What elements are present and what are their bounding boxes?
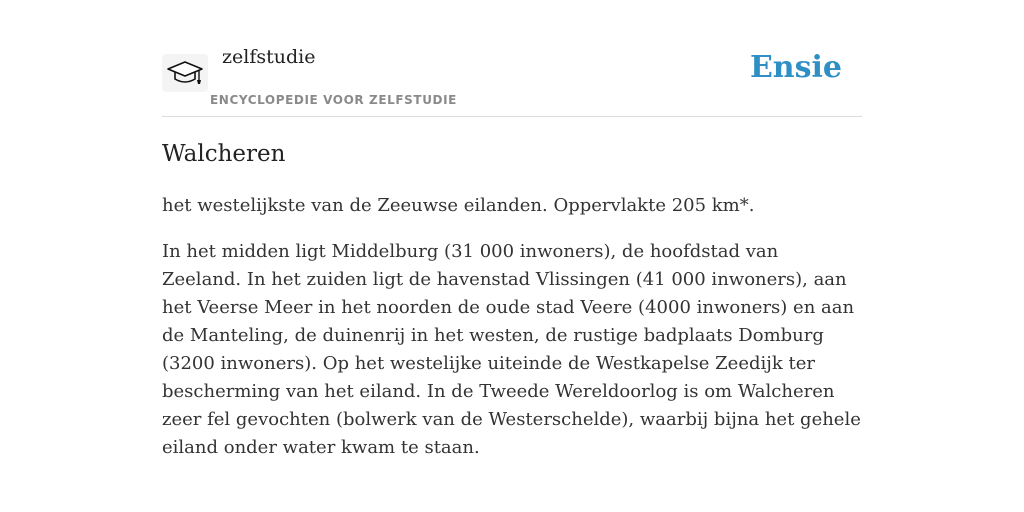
site-header [162,36,862,117]
site-tagline: ENCYCLOPEDIE VOOR ZELFSTUDIE [210,93,457,107]
article [162,138,862,462]
graduation-cap-icon[interactable] [162,54,208,92]
article-paragraph: het westelijkste van de Zeeuwse eilanden. Oppervlakte 205 km*. [162,195,755,216]
site-name[interactable]: zelfstudie [222,46,316,68]
article-paragraph: In het midden ligt Middelburg (31 000 inwoners), de hoofdstad van Zeeland. In het zuiden ligt de havenstad Vlissingen (41 000 inwoners), aan het Veerse Meer in het noorden de oude stad Veere (4000 inwoners) en aan de Manteling, de duinenrij in het westen, de rustige badplaats Domburg (3200 inwoners). Op het westelijke uiteinde de Westkapelse Zeedijk ter bescherming van het eiland. In de Tweede Wereldoorlog is om Walcheren zeer fel gevochten (bolwerk van de Westerschelde), waarbij bijna het gehele eiland onder water kwam te staan. [162,241,861,458]
article-title: Walcheren [162,141,286,167]
brand-logo-link[interactable]: Ensie [749,50,842,85]
